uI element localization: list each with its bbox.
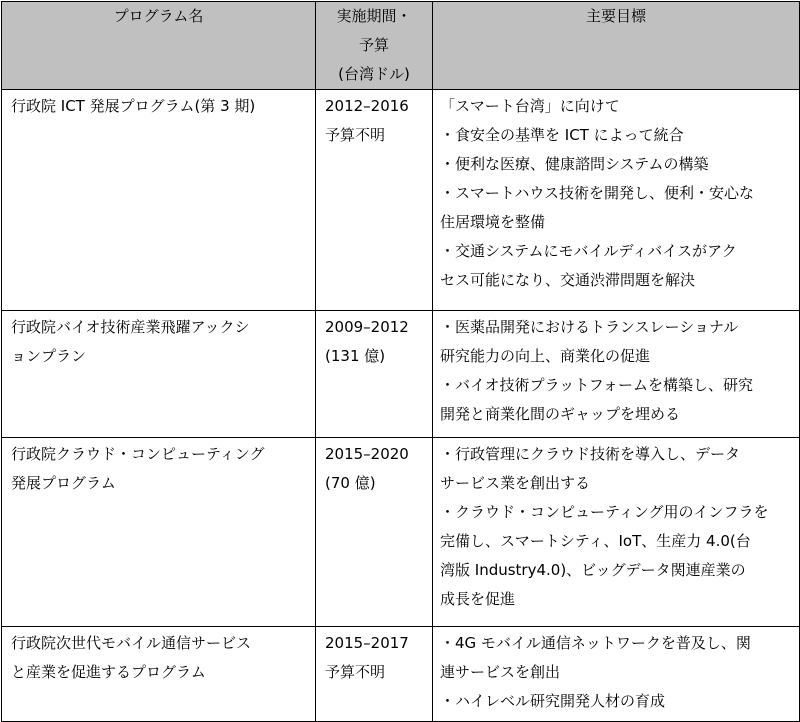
header-period-budget: 実施期間・ 予算 (台湾ドル) <box>316 2 433 90</box>
program-name-cell: 行政院 ICT 発展プログラム(第 3 期) <box>2 90 316 311</box>
table-row <box>2 438 800 627</box>
goals-cell: ・医薬品開発におけるトランスレーショナル 研究能力の向上、商業化の促進 ・バイオ技術プラットフォームを構築し、研究 開発と商業化間のギャップを埋める <box>433 311 800 438</box>
header-program-name: プログラム名 <box>2 2 316 90</box>
table-row <box>2 90 800 311</box>
period-budget-cell: 2009–2012 (131 億) <box>316 311 433 438</box>
period-budget-cell: 2015–2020 (70 億) <box>316 438 433 627</box>
period-budget-cell: 2012–2016 予算不明 <box>316 90 433 311</box>
program-name-cell: 行政院クラウド・コンピューティング 発展プログラム <box>2 438 316 627</box>
program-name-cell: 行政院バイオ技術産業飛躍アックシ ョンプラン <box>2 311 316 438</box>
goals-cell: 「スマート台湾」に向けて ・食安全の基準を ICT によって統合 ・便利な医療、健康諮問システムの構築 ・スマートハウス技術を開発し、便利・安心な 住居環境を整備 ・交通システムにモバイルディバイスがアク セス可能になり、交通渋滞問題を解決 <box>433 90 800 311</box>
program-name-cell: 行政院次世代モバイル通信サービス と産業を促進するプログラム <box>2 627 316 722</box>
table-header-row <box>2 2 800 90</box>
goals-cell: ・行政管理にクラウド技術を導入し、データ サービス業を創出する ・クラウド・コンピューティング用のインフラを 完備し、スマートシティ、IoT、生産力 4.0(台 湾版 Industry4.0)、ビッグデータ関連産業の 成長を促進 <box>433 438 800 627</box>
goals-cell: ・4G モバイル通信ネットワークを普及し、関 連サービスを創出 ・ハイレベル研究開発人材の育成 <box>433 627 800 722</box>
header-main-goals: 主要目標 <box>433 2 800 90</box>
programs-table <box>1 1 800 722</box>
period-budget-cell: 2015–2017 予算不明 <box>316 627 433 722</box>
table-row <box>2 311 800 438</box>
table-row <box>2 627 800 722</box>
